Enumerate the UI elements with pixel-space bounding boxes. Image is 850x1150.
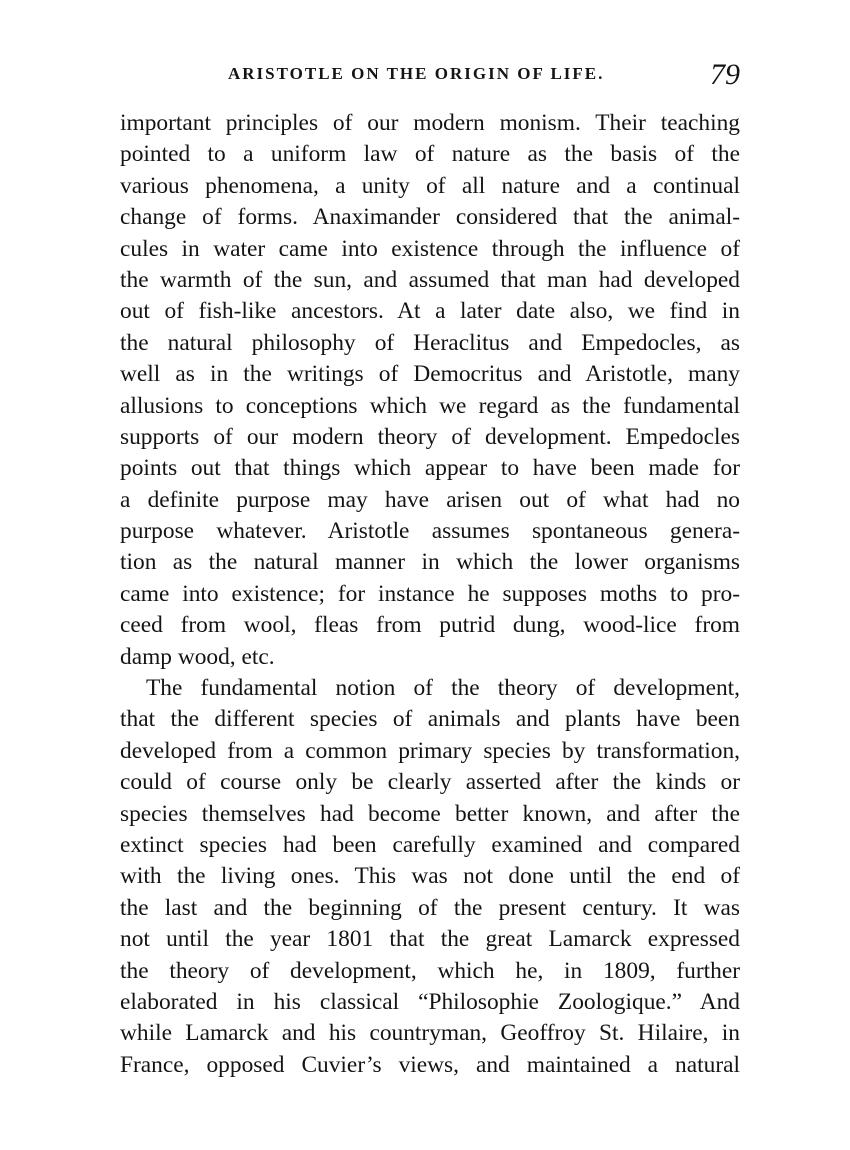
page-number: 79 — [710, 58, 740, 91]
text-line: not until the year 1801 that the great Lamarck expressed — [120, 926, 740, 953]
text-line: allusions to conceptions which we regard as the fundamental — [120, 392, 740, 419]
text-line: pointed to a uniform law of nature as the basis of the — [120, 141, 740, 168]
text-line: important principles of our modern monism. Their teaching — [120, 110, 740, 136]
text-line: could of course only be clearly asserted after the kinds or — [120, 769, 740, 796]
text-line: a definite purpose may have arisen out of what had no — [120, 486, 740, 513]
text-line: the last and the beginning of the present century. It was — [120, 894, 740, 921]
text-line: well as in the writings of Democritus and Aristotle, many — [120, 361, 740, 388]
text-line: developed from a common primary species by transformation, — [120, 737, 740, 764]
text-line: the warmth of the sun, and assumed that man had developed — [120, 266, 740, 293]
running-head: ARISTOTLE ON THE ORIGIN OF LIFE. — [228, 64, 605, 83]
text-line: the natural philosophy of Heraclitus and Empedocles, as — [120, 329, 740, 356]
text-line: France, opposed Cuvier’s views, and maintained a natural — [120, 1051, 740, 1078]
text-line: tion as the natural manner in which the lower organisms — [120, 549, 740, 576]
text-line: came into existence; for instance he supposes moths to pro- — [120, 580, 740, 607]
text-line: extinct species had been carefully examined and compared — [120, 831, 740, 858]
text-line: The fundamental notion of the theory of development, — [146, 675, 740, 702]
text-line: points out that things which appear to have been made for — [120, 455, 740, 482]
text-line: elaborated in his classical “Philosophie Zoologique.” And — [120, 988, 740, 1015]
text-line: cules in water came into existence through the influence of — [120, 235, 740, 262]
text-line: damp wood, etc. — [120, 643, 275, 670]
text-line: while Lamarck and his countryman, Geoffroy St. Hilaire, in — [120, 1020, 740, 1047]
text-line: change of forms. Anaximander considered that the animal- — [120, 204, 740, 231]
text-line: out of fish-like ancestors. At a later date also, we find in — [120, 298, 740, 325]
text-line: ceed from wool, fleas from putrid dung, wood-lice from — [120, 612, 740, 639]
text-line: with the living ones. This was not done until the end of — [120, 863, 740, 890]
text-line: purpose whatever. Aristotle assumes spontaneous genera- — [120, 518, 740, 545]
text-line: supports of our modern theory of development. Empedocles — [120, 423, 740, 450]
text-line: the theory of development, which he, in 1809, further — [120, 957, 740, 984]
text-line: various phenomena, a unity of all nature and a continual — [120, 172, 740, 199]
text-line: that the different species of animals and plants have been — [120, 706, 740, 733]
text-line: species themselves had become better known, and after the — [120, 800, 740, 827]
body-text — [120, 108, 740, 1081]
page-header — [120, 58, 740, 98]
